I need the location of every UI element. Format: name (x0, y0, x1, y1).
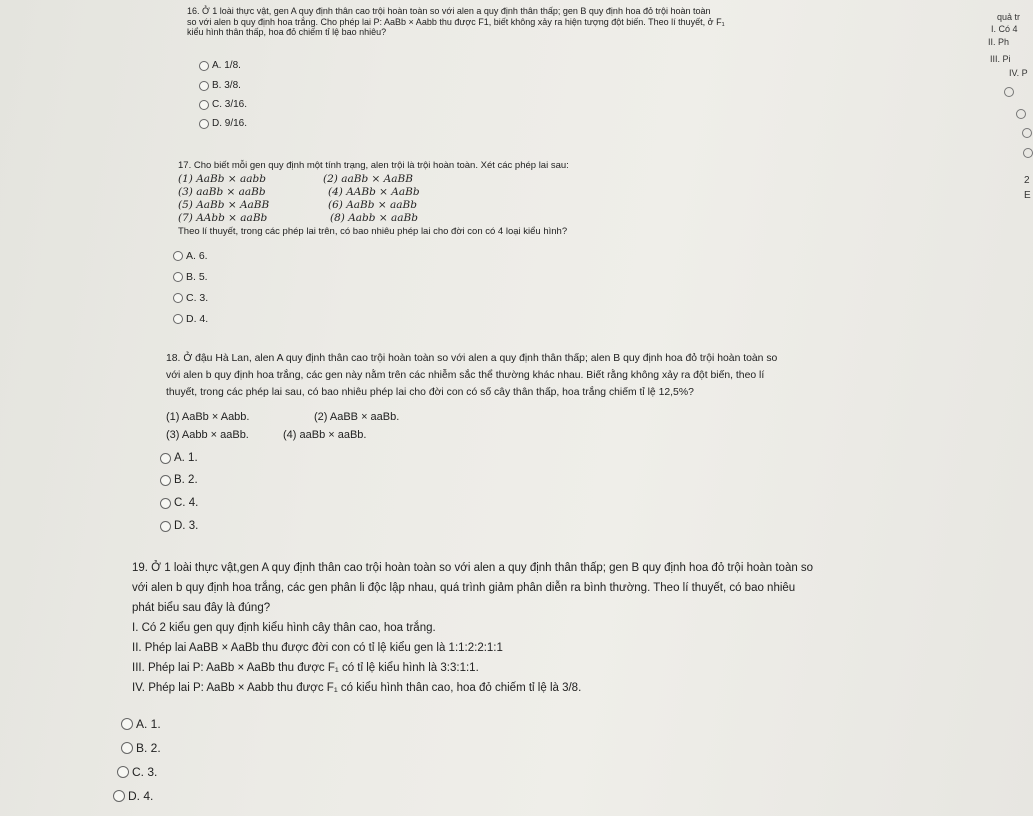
q19-option-a[interactable] (121, 717, 161, 731)
q16-option-d[interactable] (199, 118, 247, 129)
q16-line-3: kiểu hình thân thấp, hoa đỏ chiếm tỉ lệ bao nhiêu? (187, 27, 387, 38)
q16-option-c-radio[interactable] (199, 100, 209, 110)
q18-option-a-label: A. 1. (174, 452, 198, 464)
q16-option-a-label: A. 1/8. (212, 60, 241, 71)
q17-question: Theo lí thuyết, trong các phép lai trên, có bao nhiêu phép lai cho đời con có 4 loại kiểu hình? (178, 226, 568, 237)
q17-option-d[interactable] (173, 313, 208, 325)
q18-option-d-radio[interactable] (160, 521, 171, 532)
q18-line-3: thuyết, trong các phép lai sau, có bao nhiêu phép lai cho đời con có số cây thân thấp, hoa trắng chiếm tỉ lệ 12,5%? (166, 387, 694, 398)
side-text-6: 2 (1024, 175, 1030, 186)
q19-option-b[interactable] (121, 741, 161, 755)
side-text-4: III. Pi (990, 54, 1011, 64)
q16-line-2: so với alen b quy định hoa trắng. Cho phép lai P: AaBb × Aabb thu được F1, biết không xảy ra hiện tượng đột biến. Theo lí thuyết, ở F₁ (187, 16, 725, 27)
q18-cross-4: (4) aaBb × aaBb. (283, 429, 367, 441)
q17-option-d-radio[interactable] (173, 314, 183, 324)
q18-option-d-label: D. 3. (174, 520, 199, 532)
side-text-7: E (1024, 190, 1031, 201)
q17-option-d-label: D. 4. (186, 313, 209, 325)
q18-crosses (166, 408, 399, 444)
q19-line-1: 19. Ở 1 loài thực vật,gen A quy định thân cao trội hoàn toàn so với alen a quy định thân thấp; gen B quy định hoa đỏ trội hoàn toàn so (132, 562, 814, 574)
q17-cross-6: (6) AaBb × aaBb (328, 199, 417, 211)
q18-option-b-radio[interactable] (160, 475, 171, 486)
q19-option-a-label: A. 1. (136, 717, 161, 731)
q17-option-a-label: A. 6. (186, 250, 208, 262)
q16-option-c[interactable] (199, 99, 247, 110)
q17-option-a[interactable] (173, 250, 208, 262)
q16-option-d-radio[interactable] (199, 119, 209, 129)
q16-option-a[interactable] (199, 60, 241, 71)
q17-cross-8: (8) Aabb × aaBb (330, 212, 418, 224)
q18-line-1: 18. Ở đậu Hà Lan, alen A quy định thân cao trội hoàn toàn so với alen a quy định thân thấp; alen B quy định hoa đỏ trội hoàn toàn so (166, 353, 778, 364)
q18-cross-1: (1) AaBb × Aabb. (166, 411, 250, 423)
q19-option-c-label: C. 3. (132, 765, 158, 779)
q17-cross-1: (1) AaBb × aabb (178, 173, 266, 185)
q16-option-b-label: B. 3/8. (212, 80, 241, 91)
q17-option-b-label: B. 5. (186, 271, 208, 283)
q19-line-3: phát biểu sau đây là đúng? (132, 602, 271, 614)
q18-option-b[interactable] (160, 474, 198, 486)
q19-option-b-radio[interactable] (121, 742, 133, 754)
q17-cross-5: (5) AaBb × AaBB (178, 199, 270, 211)
q17-option-c-radio[interactable] (173, 293, 183, 303)
q18-cross-3: (3) Aabb × aaBb. (166, 429, 249, 441)
q17-option-a-radio[interactable] (173, 251, 183, 261)
q18-cross-2: (2) AaBB × aaBb. (314, 411, 400, 423)
q17-cross-7: (7) AAbb × aaBb (178, 212, 268, 224)
question-16 (187, 6, 725, 38)
q18-option-a[interactable] (160, 452, 198, 464)
question-18 (166, 350, 777, 401)
q18-option-c-radio[interactable] (160, 498, 171, 509)
q19-statement-3: III. Phép lai P: AaBb × AaBb thu được F₁ có tỉ lệ kiểu hình là 3:3:1:1. (132, 662, 479, 674)
side-radio-3[interactable] (1022, 128, 1032, 138)
q17-option-c-label: C. 3. (186, 292, 209, 304)
q17-crosses (178, 173, 420, 225)
q16-option-d-label: D. 9/16. (212, 118, 248, 129)
side-text-5: IV. P (1009, 68, 1028, 78)
q16-option-b[interactable] (199, 80, 241, 91)
q18-line-2: với alen b quy định hoa trắng, các gen này nằm trên các nhiễm sắc thể thường khác nhau. Biết rằng không xảy ra đột biến, theo lí (166, 370, 765, 381)
q19-option-c[interactable] (117, 765, 157, 779)
q19-line-2: với alen b quy định hoa trắng, các gen phân li độc lập nhau, quá trình giảm phân diễn ra bình thường. Theo lí thuyết, có bao nhiêu (132, 582, 796, 594)
q18-option-b-label: B. 2. (174, 474, 198, 486)
question-17 (178, 160, 569, 171)
q19-option-d[interactable] (113, 789, 153, 803)
q17-option-b-radio[interactable] (173, 272, 183, 282)
q19-statement-4: IV. Phép lai P: AaBb × Aabb thu được F₁ có kiểu hình thân cao, hoa đỏ chiếm tỉ lệ là 3/8. (132, 682, 582, 694)
q16-option-c-label: C. 3/16. (212, 99, 248, 110)
side-radio-1[interactable] (1004, 87, 1014, 97)
q19-option-d-radio[interactable] (113, 790, 125, 802)
q17-cross-2: (2) aaBb × AaBB (323, 173, 413, 185)
q16-option-a-radio[interactable] (199, 61, 209, 71)
q18-option-c[interactable] (160, 497, 198, 509)
q19-option-c-radio[interactable] (117, 766, 129, 778)
side-radio-2[interactable] (1016, 109, 1026, 119)
q16-line-1: 16. Ở 1 loài thực vật, gen A quy định thân cao trội hoàn toàn so với alen a quy định thân thấp; gen B quy định hoa đỏ trội hoàn toàn (187, 6, 711, 16)
side-text-2: I. Có 4 (991, 24, 1018, 34)
side-radio-4[interactable] (1023, 148, 1033, 158)
q17-cross-3: (3) aaBb × aaBb (178, 186, 266, 198)
q17-cross-4: (4) AABb × AaBb (328, 186, 420, 198)
q19-statement-2: II. Phép lai AaBB × AaBb thu được đời con có tỉ lệ kiểu gen là 1:1:2:2:1:1 (132, 642, 503, 654)
q19-option-a-radio[interactable] (121, 718, 133, 730)
question-19 (132, 558, 813, 698)
side-text-1: quả tr (997, 12, 1021, 22)
q19-option-b-label: B. 2. (136, 741, 161, 755)
q16-option-b-radio[interactable] (199, 81, 209, 91)
q17-option-b[interactable] (173, 271, 208, 283)
side-text-3: II. Ph (988, 37, 1010, 47)
q18-option-d[interactable] (160, 520, 198, 532)
q18-option-c-label: C. 4. (174, 497, 199, 509)
q18-option-a-radio[interactable] (160, 453, 171, 464)
q19-statement-1: I. Có 2 kiểu gen quy định kiểu hình cây thân cao, hoa trắng. (132, 622, 436, 634)
q19-option-d-label: D. 4. (128, 789, 154, 803)
q17-option-c[interactable] (173, 292, 208, 304)
q17-intro: 17. Cho biết mỗi gen quy định một tính trạng, alen trội là trội hoàn toàn. Xét các phép lai sau: (178, 160, 569, 171)
